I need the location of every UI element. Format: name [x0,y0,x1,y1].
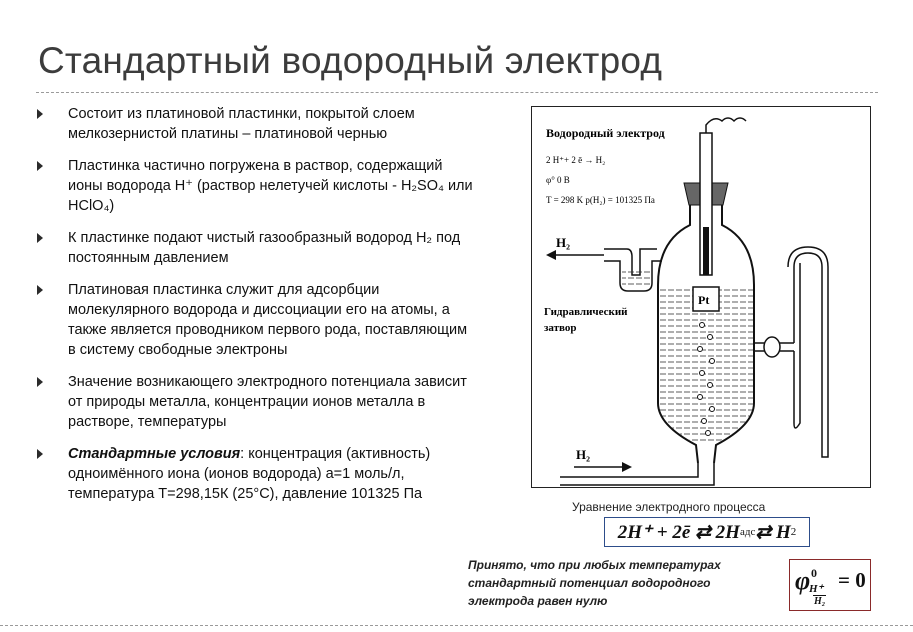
outlet-arrowhead-icon [546,250,556,260]
electrode-equation [604,517,810,547]
bullet-item [36,228,476,268]
inlet-arrowhead-icon [622,462,632,472]
diagram-potential: φ° 0 В [546,175,570,185]
bullet-text: : концентрация (активность) одноимённого иона (ионов водорода) a=1 моль/л, температура Т=298,15К (25°С), давление 101325 Па [68,446,431,502]
bullet-item [36,444,476,504]
standard-conditions-label: Стандартные условия [68,446,241,462]
bullet-item [36,156,476,216]
inlet-tube [560,463,698,477]
lead-wire [706,118,746,133]
standard-potential-formula [789,559,871,611]
hydrogen-electrode-diagram [531,106,871,488]
equation-rhs: ⇄ H [755,521,791,543]
manometer-inner [794,263,800,428]
pt-label: Pt [698,293,710,307]
phi-symbol: φ [795,566,811,595]
bullet-arrow-icon [37,161,43,171]
seal-label-line2: затвор [544,322,577,334]
electrode-apparatus-drawing [532,107,870,487]
zero-potential-note: Принято, что при любых температурах стандартный потенциал водородного электрода равен нулю [468,558,721,608]
bullet-arrow-icon [37,233,43,243]
bullet-text: Состоит из платиновой пластинки, покрытой слоем мелкозернистой платины – платиновой чернью [68,106,415,142]
bullet-text: Пластинка частично погружена в раствор, содержащий ионы водорода H⁺ (раствор нелетучей кислоты - H₂SO₄ или HClO₄) [68,158,473,214]
bullet-text: К пластинке подают чистый газообразный водород H₂ под постоянным давлением [68,230,461,266]
bullet-arrow-icon [37,285,43,295]
h2-outlet-label: H₂ [556,235,571,250]
trap-liquid [622,269,650,289]
equation-caption: Уравнение электродного процесса [572,500,766,514]
phi-equals-zero: = 0 [838,568,866,592]
equation-rhs-sub: 2 [790,526,797,538]
bullet-list [36,104,476,516]
title-divider [36,92,878,93]
bullet-arrow-icon [37,377,43,387]
bullet-item [36,104,476,144]
diagram-reaction: 2 H⁺+ 2 ē → H₂ [546,155,606,165]
equation-sub-ads: адс [739,526,756,538]
stopcock [764,337,780,357]
mercury-column [703,227,709,275]
bullet-text: Платиновая пластинка служит для адсорбции молекулярного водорода и диссоциации его на атомы, а также является проводником первого рода, поставляющим в систему свободные электроны [68,282,468,358]
footer-divider [0,625,913,626]
phi-subscript-bottom: H₂ [814,596,826,607]
diagram-conditions: T = 298 K p(H₂) = 101325 Па [546,195,655,205]
bullet-arrow-icon [37,109,43,119]
bullet-text: Значение возникающего электродного потенциала зависит от природы металла, концентрации ионов металла в растворе, температуры [68,374,467,430]
slide-title: Стандартный водородный электрод [38,40,663,81]
seal-label-line1: Гидравлический [544,306,628,318]
equation-lhs: 2H⁺ + 2ē ⇄ 2H [617,521,740,543]
bullet-item [36,372,476,432]
phi-superscript: 0 [811,566,817,580]
diagram-title: Водородный электрод [546,126,665,140]
bullet-arrow-icon [37,449,43,459]
h2-inlet-label: H₂ [576,447,591,462]
phi-subscript-top: H⁺ [809,583,824,595]
bullet-item [36,280,476,360]
